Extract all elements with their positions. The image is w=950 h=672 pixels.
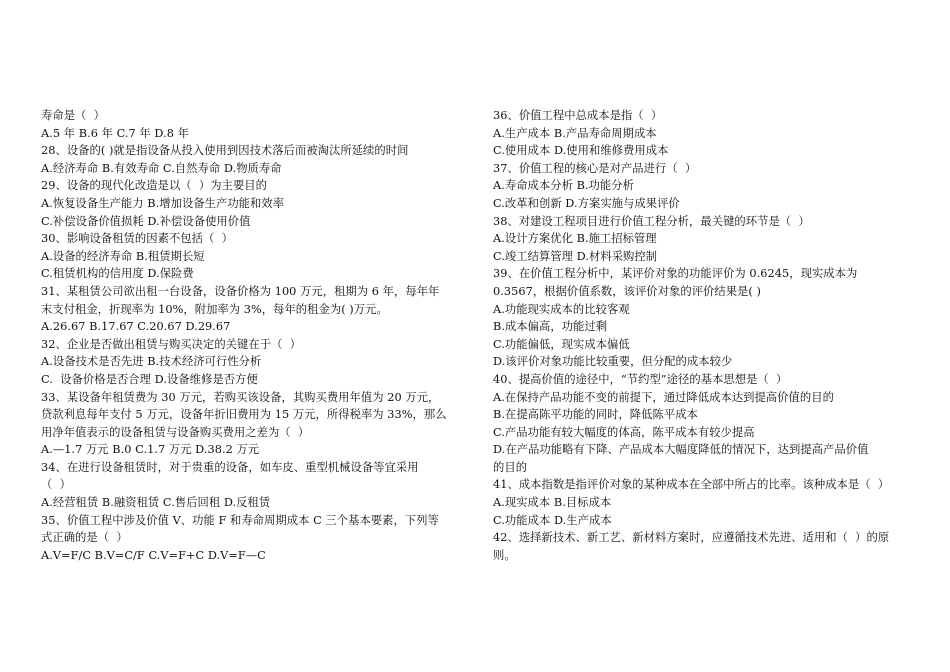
right-text-column (493, 107, 911, 564)
answer-options: C.租赁机构的信用度 D.保险费 (41, 267, 194, 281)
answer-option-a: A.在保持产品功能不变的前提下，通过降低成本达到提高价值的目的 (493, 390, 834, 404)
left-text-column (41, 107, 459, 564)
question-31: 31、某租赁公司欲出租一台设备，设备价格为 100 万元，租期为 6 年，每年年 (41, 284, 440, 298)
answer-options: A.现实成本 B.目标成本 (493, 496, 612, 510)
answer-options: C.使用成本 D.使用和维修费用成本 (493, 144, 669, 158)
question-37: 37、价值工程的核心是对产品进行（ ） (493, 161, 697, 175)
question-33-continued: 用净年值表示的设备租赁与设备购买费用之差为（ ） (41, 425, 310, 439)
answer-options: A.V=F/C B.V=C/F C.V=F+C D.V=F—C (41, 548, 266, 562)
question-34-continued: （ ） (41, 478, 71, 492)
question-33: 33、某设备年租赁费为 30 万元，若购买该设备，其购买费用年值为 20 万元， (41, 390, 440, 404)
question-38: 38、对建设工程项目进行价值工程分析，最关键的环节是（ ） (493, 214, 810, 228)
question-35: 35、价值工程中涉及价值 V、功能 F 和寿命周期成本 C 三个基本要素，下列等 (41, 513, 439, 527)
text-line: 寿命是（ ） (41, 109, 106, 122)
answer-option-d: D.该评价对象功能比较重要，但分配的成本较少 (493, 355, 733, 369)
question-31-continued: 末支付租金，折现率为 10%，附加率为 3%，每年的租金为( )万元。 (41, 302, 388, 316)
answer-options: A.生产成本 B.产品寿命周期成本 (493, 126, 657, 140)
answer-options: C.功能成本 D.生产成本 (493, 513, 612, 527)
question-42: 42、选择新技术、新工艺、新材料方案时，应遵循技术先进、适用和（ ）的原 (493, 531, 890, 545)
answer-options: A.经营租赁 B.融资租赁 C.售后回租 D.反租赁 (41, 496, 271, 510)
answer-options: A.—1.7 万元 B.0 C.1.7 万元 D.38.2 万元 (41, 443, 260, 457)
answer-options: A.5 年 B.6 年 C.7 年 D.8 年 (41, 126, 189, 140)
question-34: 34、在进行设备租赁时，对于贵重的设备，如车皮、重型机械设备等宜采用 (41, 460, 419, 474)
answer-option-c: C.功能偏低，现实成本偏低 (493, 337, 630, 351)
answer-option-a: A.功能现实成本的比较客观 (493, 302, 630, 316)
answer-option-d: D.在产品功能略有下降、产品成本大幅度降低的情况下，达到提高产品价值 (493, 443, 869, 457)
question-32: 32、企业是否做出租赁与购买决定的关键在于（ ） (41, 337, 302, 351)
answer-options: A.设备技术是否先进 B.技术经济可行性分析 (41, 355, 262, 369)
answer-option-d-continued: 的目的 (493, 460, 528, 474)
question-28: 28、设备的( )就是指设备从投入使用到因技术落后而被淘汰所延续的时间 (41, 144, 409, 158)
question-42-continued: 则。 (493, 548, 516, 562)
answer-options: C.改革和创新 D.方案实施与成果评价 (493, 196, 680, 210)
question-30: 30、影响设备租赁的因素不包括（ ） (41, 232, 233, 246)
question-29: 29、设备的现代化改造是以（ ）为主要目的 (41, 179, 268, 193)
question-33-continued: 贷款利息每年支付 5 万元，设备年折旧费用为 15 万元，所得税率为 33%，那么 (41, 408, 447, 422)
answer-options: A.设计方案优化 B.施工招标管理 (493, 232, 657, 246)
answer-options: A.恢复设备生产能力 B.增加设备生产功能和效率 (41, 196, 285, 210)
question-39-continued: 0.3567，根据价值系数，该评价对象的评价结果是( ) (493, 284, 761, 298)
answer-option-b: B.在提高陈平功能的同时，降低陈平成本 (493, 408, 698, 422)
answer-option-b: B.成本偏高，功能过剩 (493, 320, 608, 334)
question-40: 40、提高价值的途径中，“节约型”途径的基本思想是（ ） (493, 372, 788, 386)
answer-option-c: C.产品功能有较大幅度的体高，陈平成本有较少提高 (493, 425, 755, 439)
question-41: 41、成本指数是指评价对象的某种成本在全部中所占的比率。该种成本是（ ） (493, 478, 890, 492)
answer-options: A.26.67 B.17.67 C.20.67 D.29.67 (41, 320, 231, 334)
answer-options: A.经济寿命 B.有效寿命 C.自然寿命 D.物质寿命 (41, 161, 282, 175)
answer-options: C.竣工结算管理 D.材料采购控制 (493, 249, 658, 263)
question-36: 36、价值工程中总成本是指（ ） (493, 109, 663, 122)
answer-options: C. 设备价格是否合理 D.设备维修是否方便 (41, 372, 258, 386)
answer-options: C.补偿设备价值损耗 D.补偿设备使用价值 (41, 214, 251, 228)
answer-options: A.设备的经济寿命 B.租赁期长短 (41, 249, 205, 263)
question-35-continued: 式正确的是（ ） (41, 531, 128, 545)
question-39: 39、在价值工程分析中，某评价对象的功能评价为 0.6245，现实成本为 (493, 267, 858, 281)
answer-options: A.寿命成本分析 B.功能分析 (493, 179, 634, 193)
